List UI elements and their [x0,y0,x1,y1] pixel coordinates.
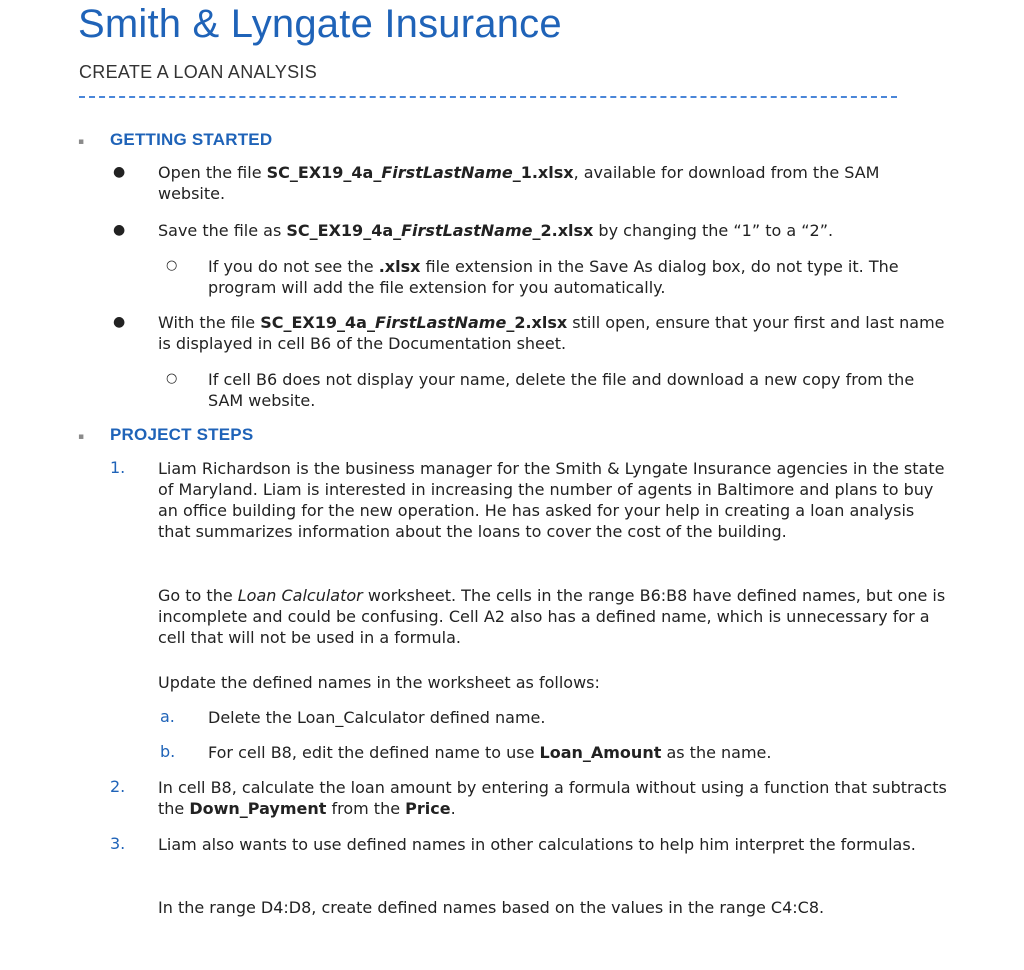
list-item: If cell B6 does not display your name, delete the file and download a new copy from the SAM website. [208,370,915,410]
project-steps-heading: PROJECT STEPS [110,425,254,444]
step-paragraph: In cell B8, calculate the loan amount by entering a formula without using a function that subtracts the Down_Payment from the Price. [158,778,947,818]
header-divider [79,96,897,98]
step-number: 1. [110,458,126,477]
document-title: Smith & Lyngate Insurance [78,2,562,46]
steps-icon: ▪ [78,432,85,442]
substep-letter: a. [160,707,175,726]
list-item: Save the file as SC_EX19_4a_FirstLastName_2.xlsx by changing the “1” to a “2”. [158,221,834,240]
bullet-icon: ● [113,222,126,238]
list-item: Open the file SC_EX19_4a_FirstLastName_1.xlsx, available for download from the SAM website. [158,163,880,203]
step-paragraph: Liam Richardson is the business manager for the Smith & Lyngate Insurance agencies in the state of Maryland. Liam is interested in increasing the number of agents in Baltimore and plans to buy an office building for the new operation. He has asked for your help in creating a loan analysis that summarizes information about the loans to cover the cost of the building. [158,459,945,541]
getting-started-heading: GETTING STARTED [110,130,273,149]
substep-text: Delete the Loan_Calculator defined name. [208,708,546,727]
substep-text: For cell B8, edit the defined name to use Loan_Amount as the name. [208,743,772,762]
step-paragraph: Update the defined names in the worksheet as follows: [158,673,600,692]
document-icon: ▪ [78,137,85,147]
step-number: 3. [110,834,126,853]
substep-letter: b. [160,742,176,761]
document-subtitle: CREATE A LOAN ANALYSIS [79,62,318,82]
list-item: With the file SC_EX19_4a_FirstLastName_2.xlsx still open, ensure that your first and last name is displayed in cell B6 of the Documentation sheet. [158,313,945,353]
step-paragraph: Liam also wants to use defined names in other calculations to help him interpret the formulas. [158,835,916,854]
step-paragraph: Go to the Loan Calculator worksheet. The cells in the range B6:B8 have defined names, but one is incomplete and could be confusing. Cell A2 also has a defined name, which is unnecessary for a cell that will not be used in a formula. [158,586,946,647]
step-number: 2. [110,777,126,796]
list-item: If you do not see the .xlsx file extension in the Save As dialog box, do not type it. The program will add the file extension for you automatically. [208,257,899,297]
bullet-icon: ● [113,314,126,330]
step-paragraph: In the range D4:D8, create defined names based on the values in the range C4:C8. [158,898,825,917]
hollow-bullet-icon: ○ [166,258,178,273]
bullet-icon: ● [113,164,126,180]
hollow-bullet-icon: ○ [166,371,178,386]
